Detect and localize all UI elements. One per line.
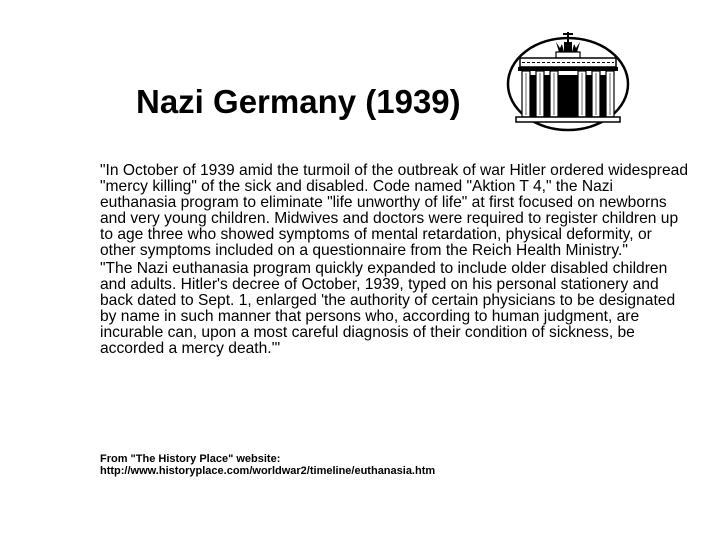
brandenburg-gate-image (506, 20, 630, 132)
slide-title: Nazi Germany (1939) (136, 83, 461, 120)
quote-body (100, 163, 690, 359)
source-citation (100, 453, 700, 477)
quote-paragraph-2: "The Nazi euthanasia program quickly expanded to include older disabled children and adults. Hitler's decree of October, 1939, typed on his personal stationery and back dated to Sept. 1, enlarged 'the authority of certain physicians to be designated by name in such manner that persons who, according to human judgment, are incurable can, upon a most careful diagnosis of their condition of sickness, be accorded a mercy death.'" (100, 260, 676, 357)
source-label: From "The History Place" website: (100, 453, 281, 465)
source-url: http://www.historyplace.com/worldwar2/timeline/euthanasia.htm (100, 465, 436, 477)
quote-paragraph-1: "In October of 1939 amid the turmoil of the outbreak of war Hitler ordered widespread "mercy killing" of the sick and disabled. Code named "Aktion T 4," the Nazi euthanasia program to eliminate "life unworthy of life" at first focused on newborns and very young children. Midwives and doctors were required to register children up to age three who showed symptoms of mental retardation, physical deformity, or other symptoms included on a questionnaire from the Reich Health Ministry." (100, 162, 689, 259)
